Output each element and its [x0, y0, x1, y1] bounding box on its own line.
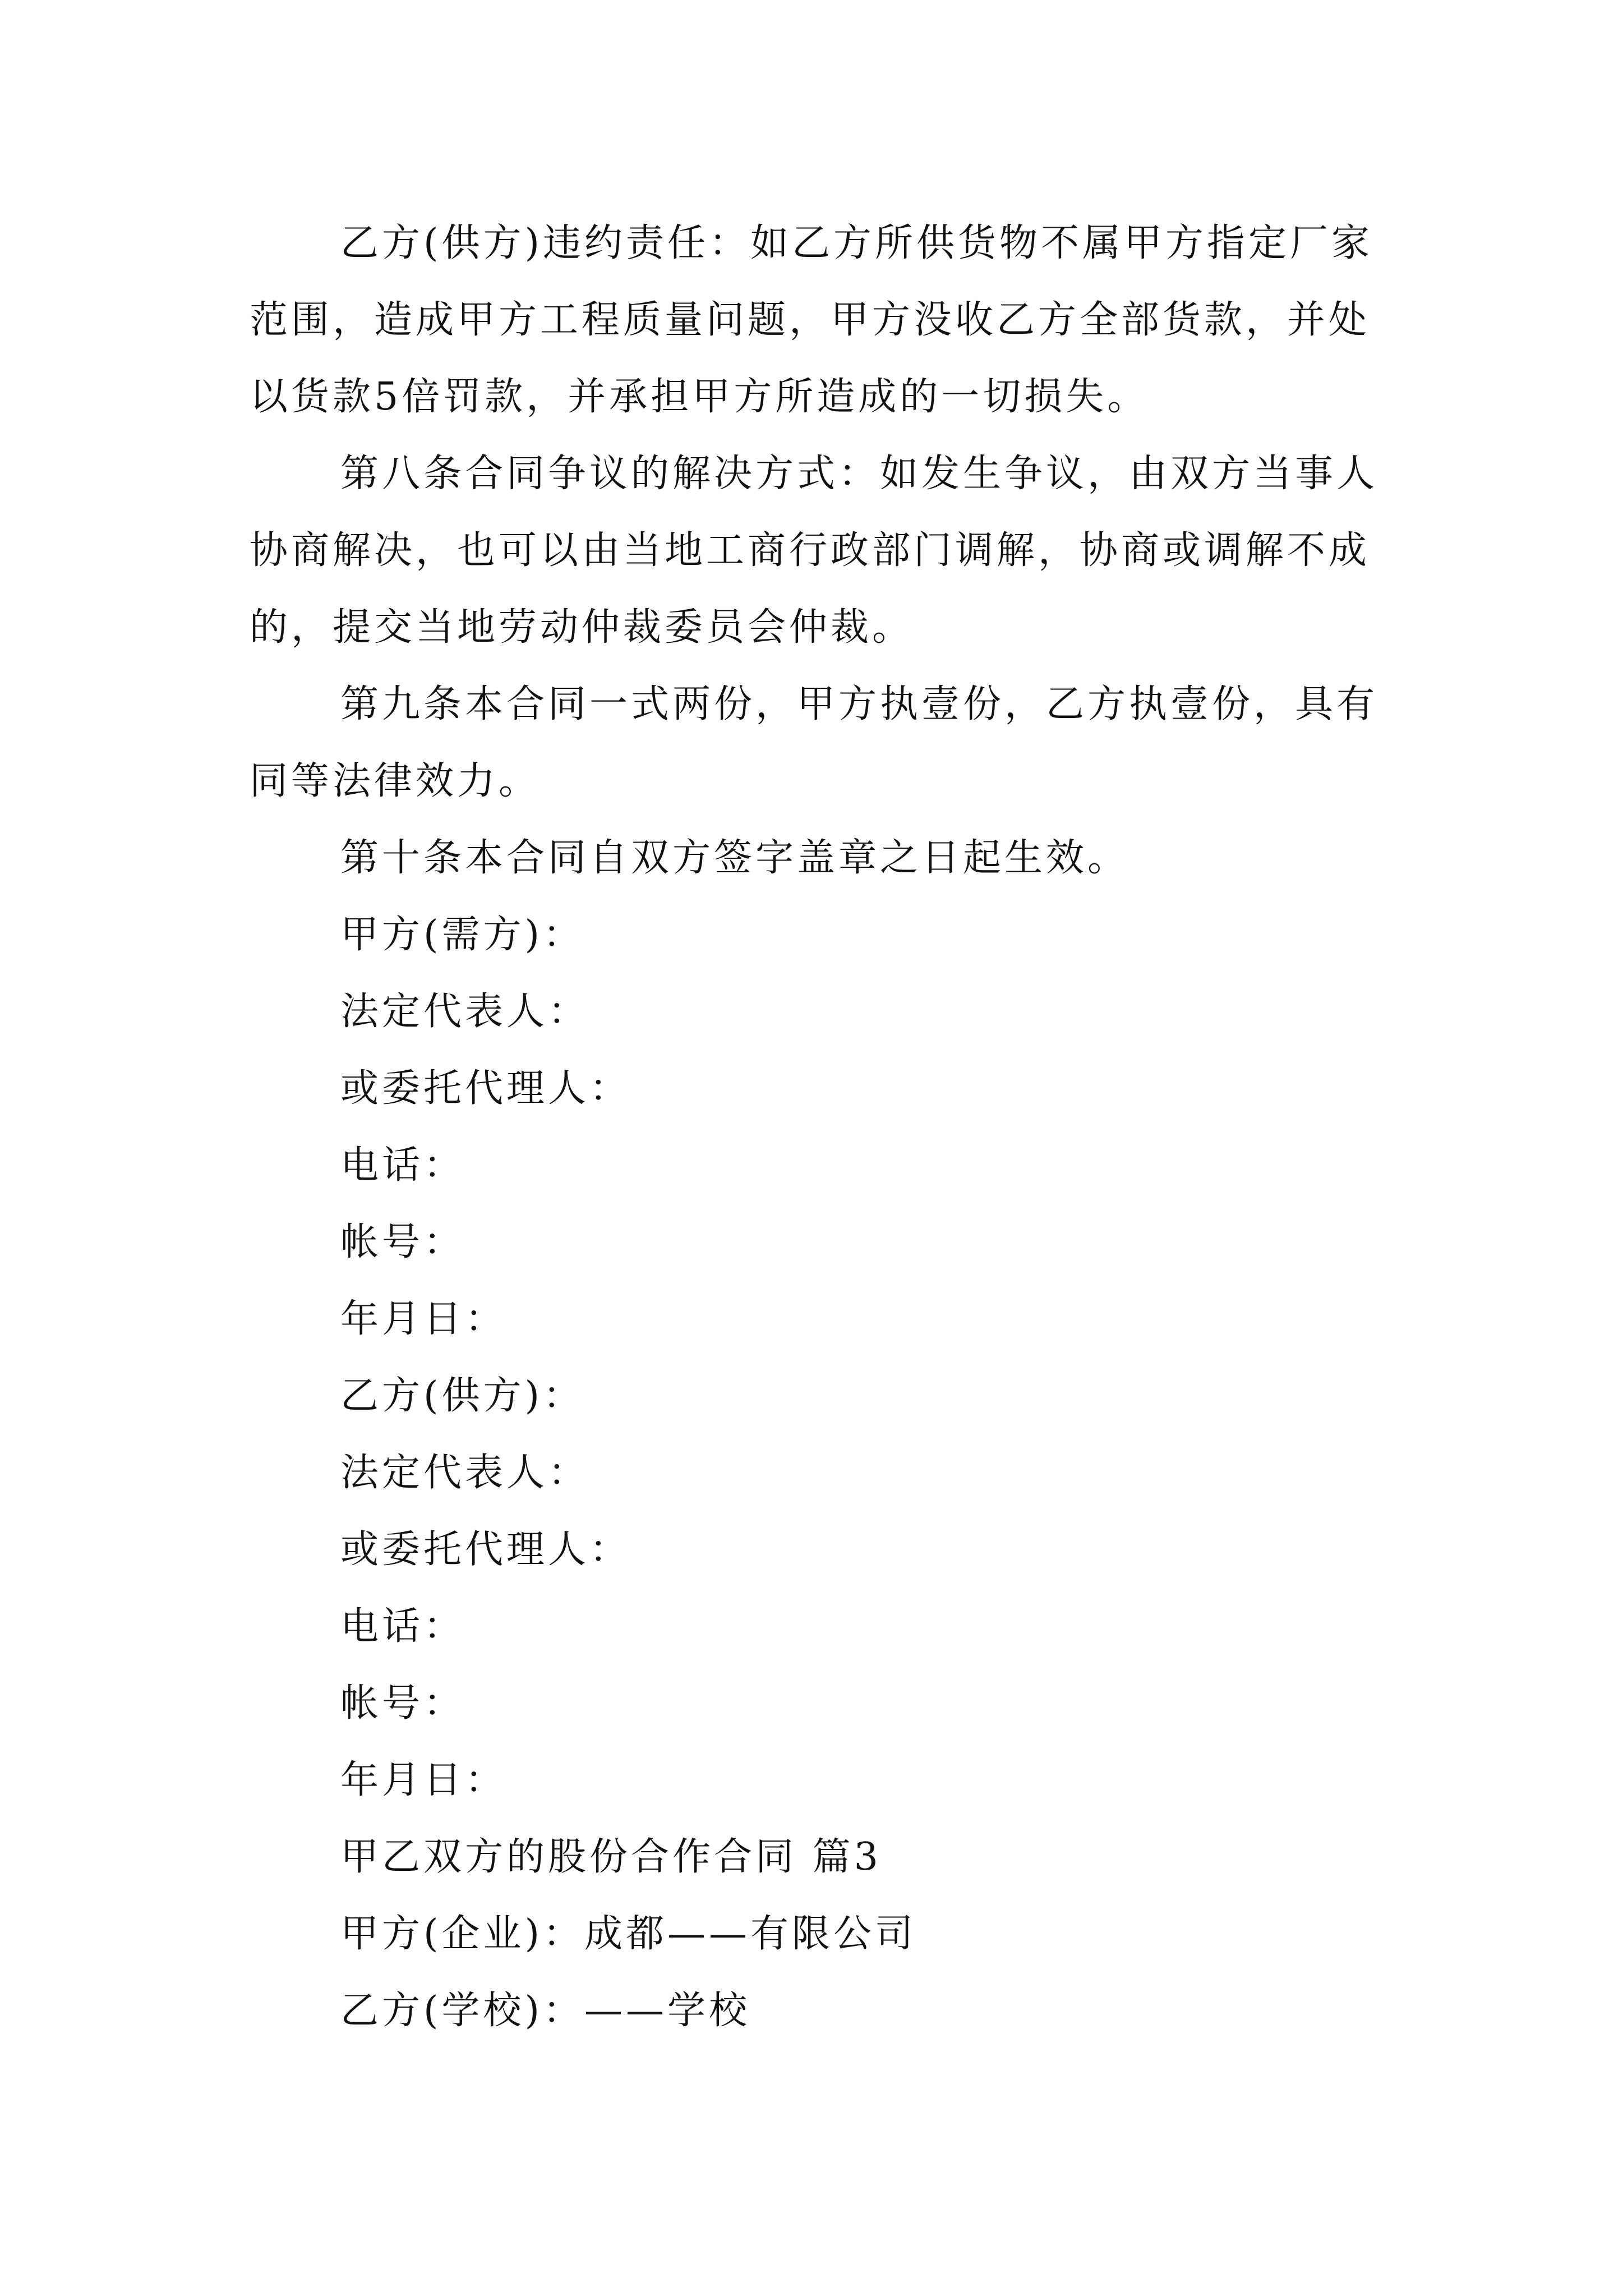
- party-b-legal-rep: 法定代表人：: [340, 1451, 590, 1495]
- party-a-date: 年月日：: [340, 1297, 507, 1341]
- clause-8-dispute-resolution: 第八条合同争议的解决方式：如发生争议，由双方当事人协商解决，也可以由当地工商行政部门调解，协商或调解不成的，提交当地劳动仲裁委员会仲裁。: [250, 452, 1378, 650]
- section-party-b: 乙方(学校)：——学校: [340, 1989, 751, 2033]
- party-b-date: 年月日：: [340, 1758, 507, 1802]
- section-heading: 甲乙双方的股份合作合同 篇3: [340, 1835, 882, 1879]
- party-a-title: 甲方(需方)：: [340, 913, 585, 957]
- party-a-phone: 电话：: [340, 1143, 465, 1188]
- section-party-a: 甲方(企业)：成都——有限公司: [340, 1912, 917, 1956]
- clause-9-copies: 第九条本合同一式两份，甲方执壹份，乙方执壹份，具有同等法律效力。: [250, 682, 1378, 803]
- party-b-signature-block: [250, 1358, 1399, 1819]
- party-b-phone: 电话：: [340, 1604, 465, 1649]
- party-a-account: 帐号：: [340, 1220, 465, 1264]
- next-contract-section: [250, 1819, 1399, 2049]
- clause-breach-liability: 乙方(供方)违约责任：如乙方所供货物不属甲方指定厂家范围，造成甲方工程质量问题，甲方没收乙方全部货款，并处以货款5倍罚款，并承担甲方所造成的一切损失。: [250, 221, 1373, 419]
- clause-10-effective: 第十条本合同自双方签字盖章之日起生效。: [340, 836, 1129, 880]
- document-body: [250, 205, 1399, 2049]
- party-a-signature-block: [250, 896, 1399, 1358]
- party-b-title: 乙方(供方)：: [340, 1374, 585, 1418]
- party-b-account: 帐号：: [340, 1681, 465, 1726]
- party-a-legal-rep: 法定代表人：: [340, 990, 590, 1034]
- party-b-agent: 或委托代理人：: [340, 1527, 631, 1572]
- party-a-agent: 或委托代理人：: [340, 1066, 631, 1111]
